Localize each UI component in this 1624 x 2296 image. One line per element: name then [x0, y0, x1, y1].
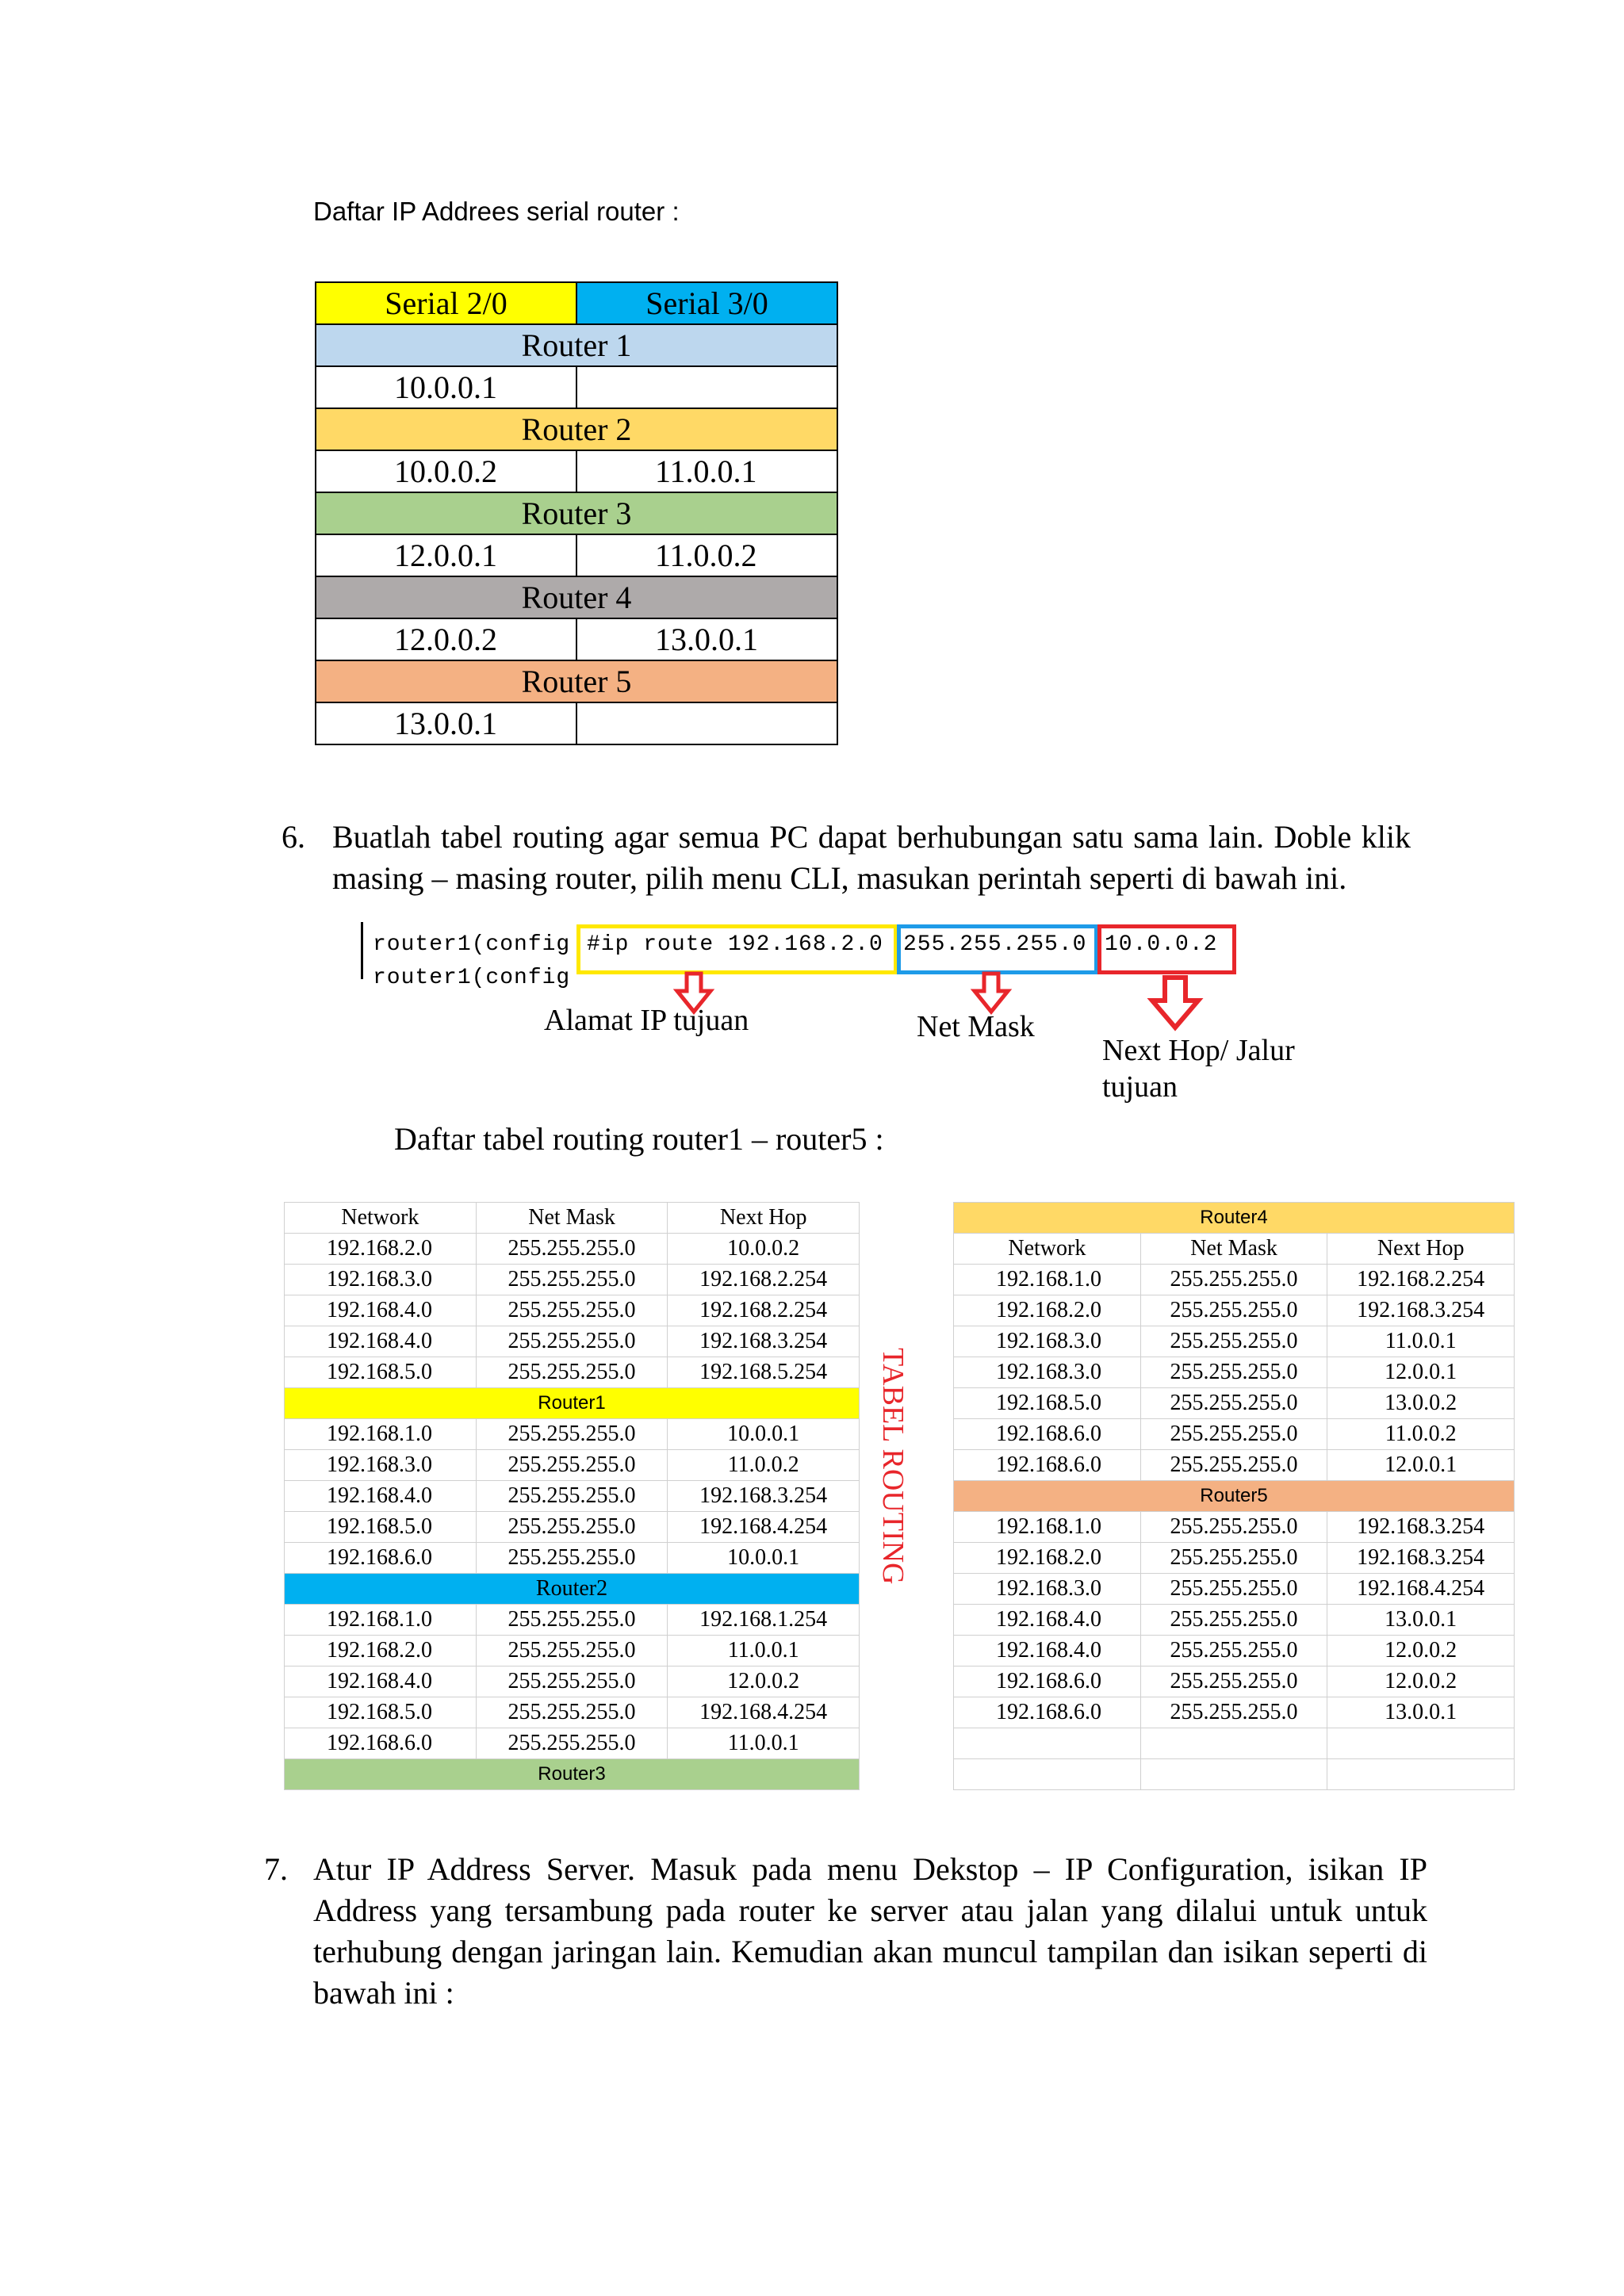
network-cell: 192.168.2.0: [954, 1295, 1141, 1326]
table-row: [954, 1636, 1515, 1667]
network-cell: 192.168.1.0: [954, 1512, 1141, 1543]
router-row-label: Router 3: [316, 492, 837, 534]
netmask-cell: 255.255.255.0: [476, 1326, 668, 1357]
table-row: [954, 1326, 1515, 1357]
router-row-label: Router 4: [316, 576, 837, 618]
router-band: Router3: [285, 1759, 860, 1790]
nexthop-cell: 12.0.0.1: [1327, 1357, 1515, 1388]
netmask-cell: 255.255.255.0: [476, 1697, 668, 1728]
step6-number: 6.: [282, 819, 305, 855]
serial30-value: 11.0.0.1: [576, 450, 837, 492]
network-cell: 192.168.4.0: [954, 1636, 1141, 1667]
table-row: [954, 1388, 1515, 1419]
nexthop-cell: 10.0.0.1: [668, 1543, 860, 1574]
table-header-row: [285, 1203, 860, 1234]
network-cell: 192.168.3.0: [285, 1265, 477, 1295]
serial20-value: 13.0.0.1: [316, 702, 576, 744]
network-cell: 192.168.6.0: [954, 1697, 1141, 1728]
netmask-cell: 255.255.255.0: [1140, 1265, 1327, 1295]
table-row: [285, 1667, 860, 1697]
network-cell: 192.168.6.0: [954, 1419, 1141, 1450]
network-cell: 192.168.4.0: [285, 1667, 477, 1697]
nexthop-cell: 11.0.0.1: [1327, 1326, 1515, 1357]
serial20-value: 10.0.0.2: [316, 450, 576, 492]
empty-cell: [1140, 1728, 1327, 1759]
serial-ip-table: [315, 281, 838, 745]
routing-table-left: [284, 1202, 860, 1790]
netmask-cell: 255.255.255.0: [476, 1605, 668, 1636]
router-row-label: Router 5: [316, 660, 837, 702]
ip-highlight-box: [576, 924, 898, 974]
netmask-cell: 255.255.255.0: [1140, 1512, 1327, 1543]
network-cell: 192.168.4.0: [954, 1605, 1141, 1636]
table-row: [954, 1697, 1515, 1728]
nexthop-cell: 192.168.1.254: [668, 1605, 860, 1636]
intro-text: Daftar IP Addrees serial router :: [313, 197, 680, 226]
network-cell: 192.168.4.0: [285, 1295, 477, 1326]
netmask-cell: 255.255.255.0: [1140, 1667, 1327, 1697]
empty-cell: [1327, 1759, 1515, 1790]
netmask-cell: 255.255.255.0: [476, 1636, 668, 1667]
router-band-row: [285, 1759, 860, 1790]
netmask-cell: 255.255.255.0: [476, 1265, 668, 1295]
nexthop-cell: 192.168.3.254: [668, 1481, 860, 1512]
nexthop-cell: 13.0.0.2: [1327, 1388, 1515, 1419]
nexthop-header: Next Hop: [668, 1203, 860, 1234]
nexthop-header: Next Hop: [1327, 1234, 1515, 1265]
table-row: [285, 1636, 860, 1667]
label-net-mask: Net Mask: [917, 1010, 1035, 1043]
router-band-row: [954, 1481, 1515, 1512]
nexthop-cell: 192.168.2.254: [668, 1265, 860, 1295]
network-header: Network: [285, 1203, 477, 1234]
table-header-row: [954, 1234, 1515, 1265]
network-cell: 192.168.5.0: [954, 1388, 1141, 1419]
nexthop-cell: 192.168.5.254: [668, 1357, 860, 1388]
network-cell: 192.168.2.0: [954, 1543, 1141, 1574]
network-cell: 192.168.6.0: [285, 1543, 477, 1574]
table-row: [954, 1605, 1515, 1636]
router-row-label: Router 1: [316, 324, 837, 366]
cli-ip-part: #ip route 192.168.2.0: [587, 932, 883, 957]
serial30-value: 13.0.0.1: [576, 618, 837, 660]
nexthop-cell: 12.0.0.1: [1327, 1450, 1515, 1481]
table-row: [285, 1450, 860, 1481]
router-band: Router4: [954, 1203, 1515, 1234]
netmask-cell: 255.255.255.0: [1140, 1326, 1327, 1357]
hop-highlight-box: [1097, 924, 1236, 974]
nexthop-cell: 13.0.0.1: [1327, 1697, 1515, 1728]
nexthop-cell: 12.0.0.2: [668, 1667, 860, 1697]
network-header: Network: [954, 1234, 1141, 1265]
header-serial30: Serial 3/0: [576, 282, 837, 324]
nexthop-cell: 192.168.4.254: [668, 1697, 860, 1728]
empty-row: [954, 1759, 1515, 1790]
network-cell: 192.168.6.0: [954, 1450, 1141, 1481]
table-row: [954, 1450, 1515, 1481]
label-next-hop-line1: Next Hop/ Jalur: [1102, 1034, 1295, 1067]
network-cell: 192.168.4.0: [285, 1326, 477, 1357]
mask-highlight-box: [897, 924, 1098, 974]
router-band: Router2: [285, 1574, 860, 1605]
serial30-value: [576, 702, 837, 744]
netmask-cell: 255.255.255.0: [1140, 1543, 1327, 1574]
serial30-value: [576, 366, 837, 408]
serial30-value: 11.0.0.2: [576, 534, 837, 576]
empty-cell: [1140, 1759, 1327, 1790]
table-row: [285, 1265, 860, 1295]
netmask-cell: 255.255.255.0: [476, 1728, 668, 1759]
serial20-value: 10.0.0.1: [316, 366, 576, 408]
network-cell: 192.168.3.0: [285, 1450, 477, 1481]
empty-row: [954, 1728, 1515, 1759]
table-row: [285, 1419, 860, 1450]
netmask-cell: 255.255.255.0: [476, 1512, 668, 1543]
table-row: [285, 1728, 860, 1759]
network-cell: 192.168.3.0: [954, 1574, 1141, 1605]
netmask-cell: 255.255.255.0: [476, 1234, 668, 1265]
table-row: [954, 1419, 1515, 1450]
network-cell: 192.168.3.0: [954, 1326, 1141, 1357]
serial20-value: 12.0.0.1: [316, 534, 576, 576]
netmask-cell: 255.255.255.0: [476, 1543, 668, 1574]
network-cell: 192.168.2.0: [285, 1234, 477, 1265]
netmask-cell: 255.255.255.0: [476, 1295, 668, 1326]
table-row: [954, 1667, 1515, 1697]
cli-hop-part: 10.0.0.2: [1105, 932, 1218, 957]
nexthop-cell: 192.168.3.254: [1327, 1512, 1515, 1543]
nexthop-cell: 192.168.4.254: [1327, 1574, 1515, 1605]
netmask-cell: 255.255.255.0: [1140, 1388, 1327, 1419]
routing-table-title: Daftar tabel routing router1 – router5 :: [394, 1121, 884, 1157]
router-band: Router1: [285, 1388, 860, 1419]
label-ip-destination: Alamat IP tujuan: [544, 1004, 749, 1037]
table-row: [954, 1357, 1515, 1388]
netmask-cell: 255.255.255.0: [476, 1450, 668, 1481]
netmask-cell: 255.255.255.0: [476, 1481, 668, 1512]
nexthop-cell: 11.0.0.2: [668, 1450, 860, 1481]
network-cell: 192.168.5.0: [285, 1697, 477, 1728]
netmask-cell: 255.255.255.0: [1140, 1357, 1327, 1388]
nexthop-cell: 11.0.0.1: [668, 1728, 860, 1759]
network-cell: 192.168.4.0: [285, 1481, 477, 1512]
step7-number: 7.: [264, 1851, 288, 1887]
nexthop-cell: 192.168.3.254: [1327, 1295, 1515, 1326]
nexthop-cell: 12.0.0.2: [1327, 1636, 1515, 1667]
netmask-cell: 255.255.255.0: [1140, 1636, 1327, 1667]
netmask-header: Net Mask: [1140, 1234, 1327, 1265]
network-cell: 192.168.1.0: [285, 1419, 477, 1450]
netmask-cell: 255.255.255.0: [1140, 1574, 1327, 1605]
network-cell: 192.168.5.0: [285, 1512, 477, 1543]
table-row: [954, 1543, 1515, 1574]
serial20-value: 12.0.0.2: [316, 618, 576, 660]
vertical-table-label: TABEL ROUTING: [876, 1348, 910, 1585]
table-row: [285, 1326, 860, 1357]
network-cell: 192.168.3.0: [954, 1357, 1141, 1388]
label-next-hop-line2: tujuan: [1102, 1070, 1178, 1104]
table-row: [285, 1295, 860, 1326]
nexthop-cell: 12.0.0.2: [1327, 1667, 1515, 1697]
nexthop-cell: 13.0.0.1: [1327, 1605, 1515, 1636]
step7-text: Atur IP Address Server. Masuk pada menu Dekstop – IP Configuration, isikan IP Address yang tersambung pada router ke server atau jalan yang dilalui untuk untuk terhubung dengan jaringan lain. Kemudian akan muncul tampilan dan isikan seperti di bawah ini :: [313, 1851, 1427, 2011]
netmask-cell: 255.255.255.0: [1140, 1605, 1327, 1636]
netmask-cell: 255.255.255.0: [476, 1357, 668, 1388]
label-next-hop: [1102, 1032, 1332, 1105]
netmask-cell: 255.255.255.0: [1140, 1295, 1327, 1326]
router-row-label: Router 2: [316, 408, 837, 450]
table-row: [285, 1543, 860, 1574]
nexthop-cell: 11.0.0.2: [1327, 1419, 1515, 1450]
step6-text: Buatlah tabel routing agar semua PC dapat berhubungan satu sama lain. Doble klik masing – masing router, pilih menu CLI, masukan perintah seperti di bawah ini.: [332, 819, 1411, 896]
cli-prefix: router1(config: [373, 932, 571, 957]
table-row: [285, 1234, 860, 1265]
nexthop-cell: 192.168.3.254: [1327, 1543, 1515, 1574]
routing-table-right: [953, 1202, 1515, 1790]
nexthop-cell: 192.168.2.254: [1327, 1265, 1515, 1295]
router-band-row: [285, 1574, 860, 1605]
empty-cell: [954, 1728, 1141, 1759]
nexthop-cell: 10.0.0.1: [668, 1419, 860, 1450]
netmask-cell: 255.255.255.0: [1140, 1450, 1327, 1481]
network-cell: 192.168.6.0: [954, 1667, 1141, 1697]
nexthop-cell: 10.0.0.2: [668, 1234, 860, 1265]
netmask-cell: 255.255.255.0: [1140, 1419, 1327, 1450]
empty-cell: [1327, 1728, 1515, 1759]
table-row: [285, 1697, 860, 1728]
router-band: Router5: [954, 1481, 1515, 1512]
table-row: [285, 1481, 860, 1512]
header-serial20: Serial 2/0: [316, 282, 576, 324]
cli-left-border: [361, 922, 363, 979]
table-row: [285, 1605, 860, 1636]
netmask-cell: 255.255.255.0: [476, 1419, 668, 1450]
netmask-cell: 255.255.255.0: [1140, 1697, 1327, 1728]
nexthop-cell: 192.168.3.254: [668, 1326, 860, 1357]
table-row: [285, 1512, 860, 1543]
empty-cell: [954, 1759, 1141, 1790]
netmask-cell: 255.255.255.0: [476, 1667, 668, 1697]
network-cell: 192.168.5.0: [285, 1357, 477, 1388]
table-row: [285, 1357, 860, 1388]
table-row: [954, 1295, 1515, 1326]
table-row: [954, 1574, 1515, 1605]
router-band-row: [954, 1203, 1515, 1234]
down-arrow-icon: [973, 972, 1009, 1015]
network-cell: 192.168.2.0: [285, 1636, 477, 1667]
down-arrow-icon: [1149, 975, 1201, 1031]
table-row: [954, 1512, 1515, 1543]
nexthop-cell: 192.168.4.254: [668, 1512, 860, 1543]
nexthop-cell: 192.168.2.254: [668, 1295, 860, 1326]
router-band-row: [285, 1388, 860, 1419]
cli-mask-part: 255.255.255.0: [903, 932, 1087, 957]
network-cell: 192.168.1.0: [285, 1605, 477, 1636]
network-cell: 192.168.1.0: [954, 1265, 1141, 1295]
table-row: [954, 1265, 1515, 1295]
nexthop-cell: 11.0.0.1: [668, 1636, 860, 1667]
network-cell: 192.168.6.0: [285, 1728, 477, 1759]
cli-line2: router1(config: [373, 966, 571, 990]
netmask-header: Net Mask: [476, 1203, 668, 1234]
